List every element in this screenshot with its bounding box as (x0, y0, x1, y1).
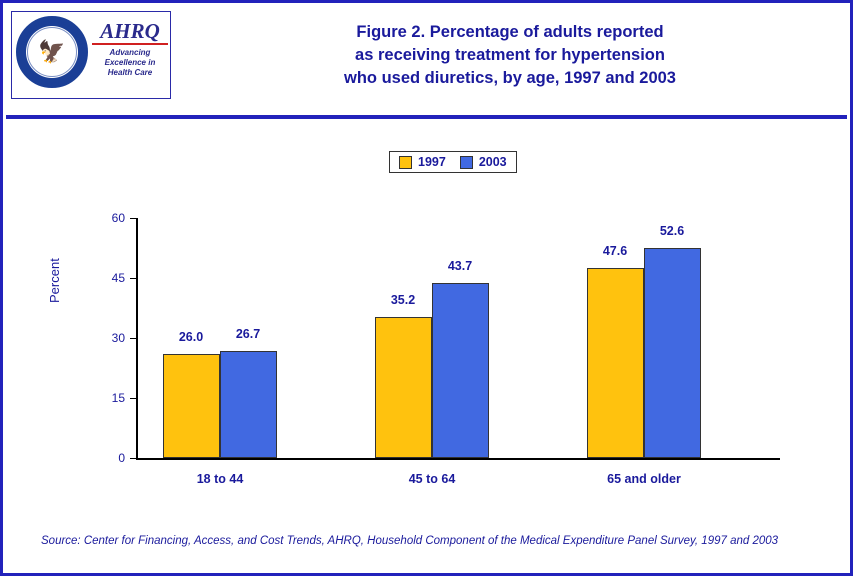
legend-label-1997: 1997 (418, 155, 446, 169)
y-tick-label-30: 30 (111, 331, 125, 345)
figure-header (3, 3, 850, 111)
bar-1997-18-to-44 (163, 354, 220, 458)
bar-2003-45-to-64 (432, 283, 489, 458)
bar-label-2003-18-to-44: 26.7 (235, 327, 261, 341)
ahrq-tagline-line2: Excellence in (104, 58, 156, 67)
ahrq-wordmark-rule (92, 43, 168, 45)
figure-title-line-3: who used diuretics, by age, 1997 and 2003 (344, 69, 676, 87)
figure-title-line-2: as receiving treatment for hypertension (355, 46, 665, 64)
y-tick-mark-15 (130, 398, 136, 399)
ahrq-wordmark-text: AHRQ (100, 19, 160, 43)
ahrq-tagline-line1: Advancing (109, 48, 151, 57)
figure-title (178, 21, 842, 90)
bar-label-1997-18-to-44: 26.0 (178, 330, 204, 344)
svg-text:DEPARTMENT OF HEALTH & HUMAN S: DEPARTMENT OF HEALTH & HUMAN SERVICES USA (21, 19, 87, 87)
legend-label-2003: 2003 (478, 155, 507, 169)
chart-legend (389, 151, 517, 173)
ahrq-logo (11, 11, 171, 99)
hhs-eagle-icon: 🦅 (38, 39, 66, 64)
y-tick-mark-0 (130, 458, 136, 459)
x-tick-label-65-and-older: 65 and older (607, 472, 681, 486)
bar-2003-18-to-44 (220, 351, 277, 458)
y-tick-label-0: 0 (118, 451, 125, 465)
x-tick-label-45-to-64: 45 to 64 (408, 472, 456, 486)
figure-title-line-1: Figure 2. Percentage of adults reported (356, 23, 664, 41)
bar-label-1997-45-to-64: 35.2 (390, 293, 416, 307)
legend-swatch-1997 (399, 156, 412, 169)
x-axis-line (136, 458, 780, 460)
y-axis-line (136, 218, 138, 458)
bar-label-2003-45-to-64: 43.7 (447, 259, 473, 273)
bar-2003-65-and-older (644, 248, 701, 458)
y-axis-title: Percent (47, 258, 62, 303)
legend-swatch-2003 (460, 156, 473, 169)
bar-label-1997-65-and-older: 47.6 (602, 244, 628, 258)
legend-item-1997 (399, 155, 446, 169)
y-tick-mark-60 (130, 218, 136, 219)
y-tick-mark-30 (130, 338, 136, 339)
x-tick-label-18-to-44: 18 to 44 (196, 472, 244, 486)
bar-label-2003-65-and-older: 52.6 (659, 224, 685, 238)
y-tick-mark-45 (130, 278, 136, 279)
y-tick-label-60: 60 (111, 211, 125, 225)
header-divider (6, 115, 847, 119)
bar-1997-45-to-64 (375, 317, 432, 458)
y-tick-label-45: 45 (111, 271, 125, 285)
ahrq-tagline-line3: Health Care (107, 68, 153, 77)
bar-1997-65-and-older (587, 268, 644, 458)
source-note: Source: Center for Financing, Access, and Cost Trends, AHRQ, Household Component of the Medical Expenditure Panel Survey, 1997 and 2003 (41, 535, 779, 547)
legend-item-2003 (460, 155, 507, 169)
ahrq-wordmark (92, 20, 168, 78)
hhs-seal-icon (16, 16, 88, 88)
y-tick-label-15: 15 (111, 391, 125, 405)
